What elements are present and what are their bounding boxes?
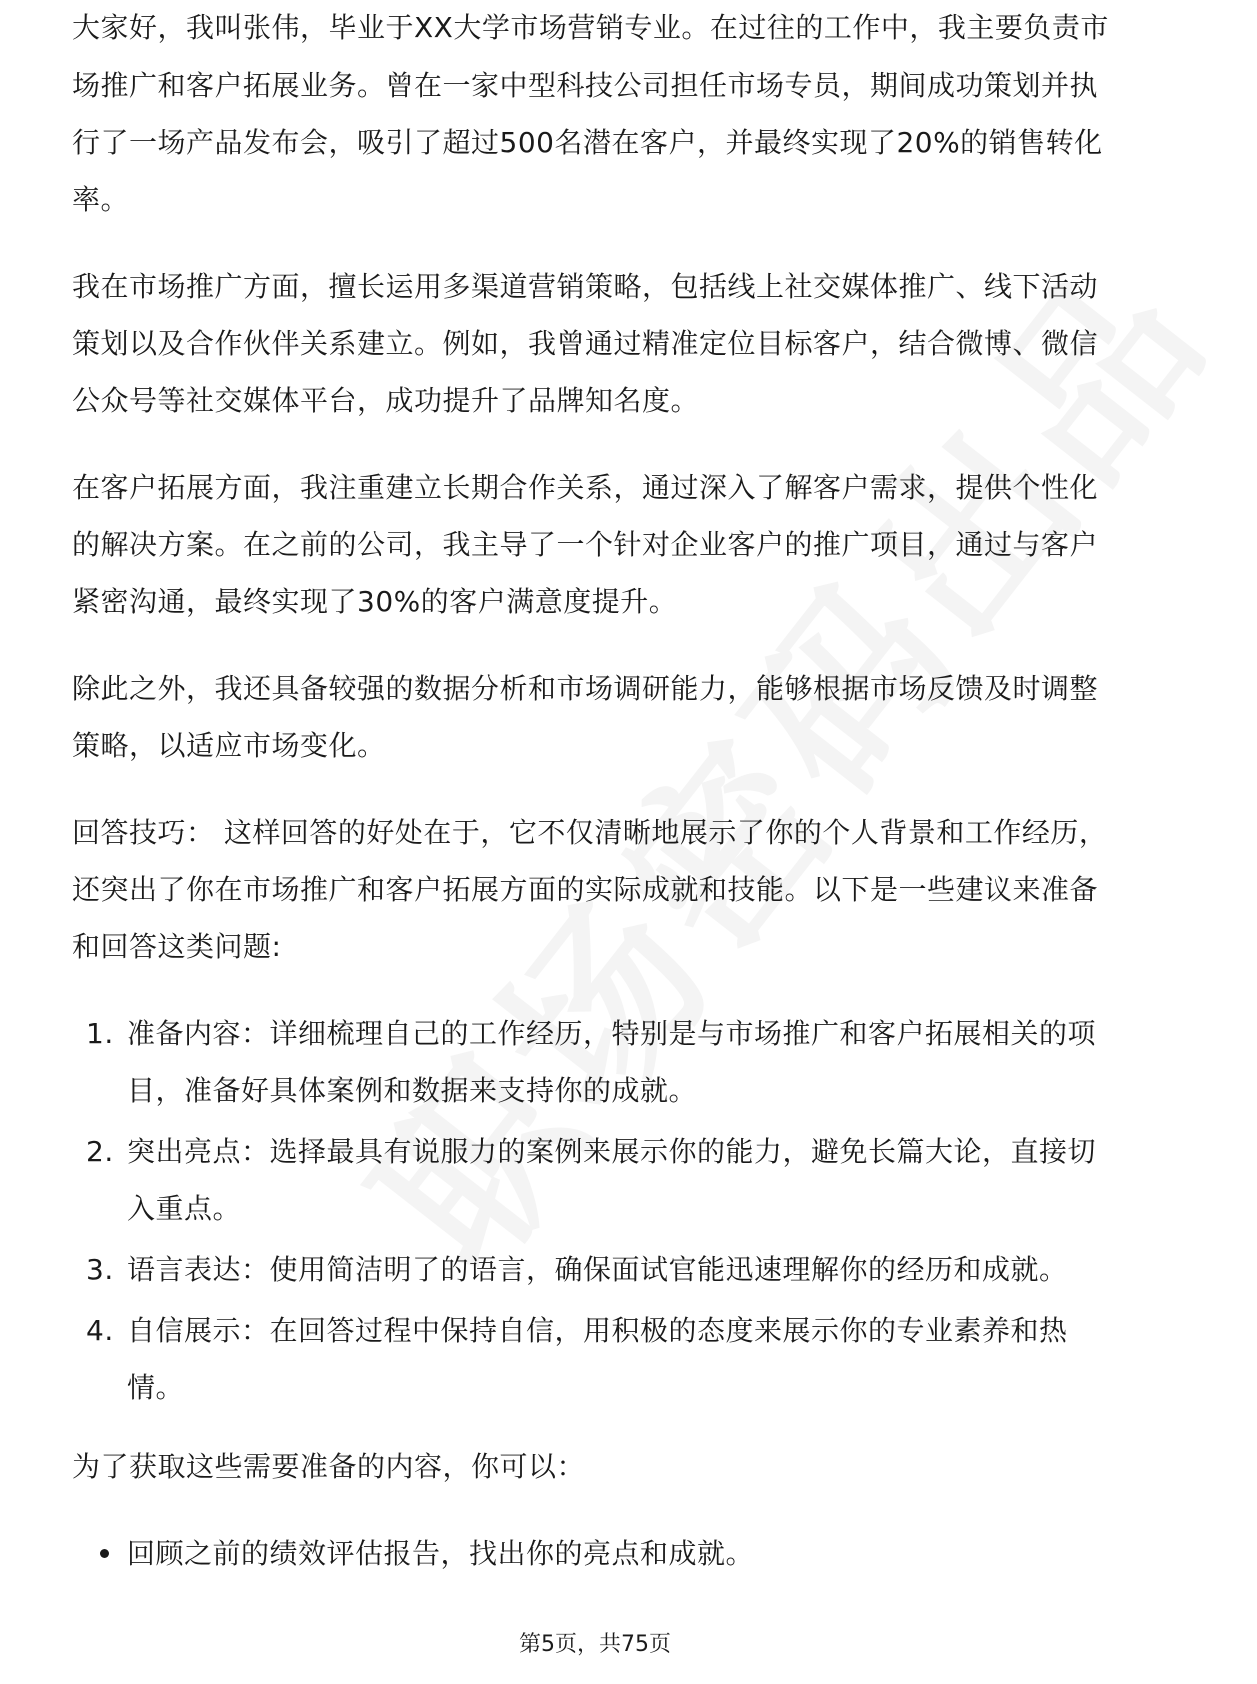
paragraph-marketing: 我在市场推广方面，擅长运用多渠道营销策略，包括线上社交媒体推广、线下活动策划以及合作伙伴关系建立。例如，我曾通过精准定位目标客户，结合微博、微信公众号等社交媒体平台，成功提升了品牌知名度。 [72, 270, 1099, 417]
bullet-item [72, 1525, 1122, 1582]
list-number: 4. [86, 1314, 114, 1347]
steps-list [72, 1005, 1122, 1416]
bullet-item-text: 回顾之前的绩效评估报告，找出你的亮点和成就。 [127, 1537, 755, 1570]
paragraph-client: 在客户拓展方面，我注重建立长期合作关系，通过深入了解客户需求，提供个性化的解决方案。在之前的公司，我主导了一个针对企业客户的推广项目，通过与客户紧密沟通，最终实现了30%的客户满意度提升。 [72, 471, 1099, 618]
list-item-text: 自信展示：在回答过程中保持自信，用积极的态度来展示你的专业素养和热情。 [127, 1314, 1068, 1404]
document-body [72, 11, 1122, 1582]
bullet-list [72, 1525, 1122, 1582]
list-item-text: 语言表达：使用简洁明了的语言，确保面试官能迅速理解你的经历和成就。 [127, 1253, 1068, 1286]
paragraph-prep-intro: 为了获取这些需要准备的内容，你可以： [72, 1450, 586, 1483]
list-item [72, 1123, 1122, 1237]
list-number: 3. [86, 1253, 114, 1286]
paragraph-tips: 回答技巧： 这样回答的好处在于，它不仅清晰地展示了你的个人背景和工作经历，还突出了你在市场推广和客户拓展方面的实际成就和技能。以下是一些建议来准备和回答这类问题: [72, 816, 1108, 963]
cutoff-line-text: 大家好，我叫张伟，毕业于XX大学市场营销专业。在过往的工作中，我主要负责市 [72, 11, 1109, 44]
list-item [72, 1302, 1122, 1416]
list-item [72, 1241, 1122, 1298]
cutoff-line [72, 11, 1122, 57]
bullet-dot-icon [100, 1549, 109, 1558]
list-number: 1. [86, 1017, 114, 1050]
list-number: 2. [86, 1135, 114, 1168]
paragraph-experience: 场推广和客户拓展业务。曾在一家中型科技公司担任市场专员，期间成功策划并执行了一场产品发布会，吸引了超过500名潜在客户，并最终实现了20%的销售转化率。 [72, 69, 1103, 216]
list-item-text: 准备内容：详细梳理自己的工作经历，特别是与市场推广和客户拓展相关的项目，准备好具体案例和数据来支持你的成就。 [127, 1017, 1097, 1107]
list-item [72, 1005, 1122, 1119]
paragraph-analysis: 除此之外，我还具备较强的数据分析和市场调研能力，能够根据市场反馈及时调整策略，以适应市场变化。 [72, 672, 1099, 762]
list-item-text: 突出亮点：选择最具有说服力的案例来展示你的能力，避免长篇大论，直接切入重点。 [127, 1135, 1097, 1225]
page-footer: 第5页，共75页 [519, 1632, 671, 1657]
